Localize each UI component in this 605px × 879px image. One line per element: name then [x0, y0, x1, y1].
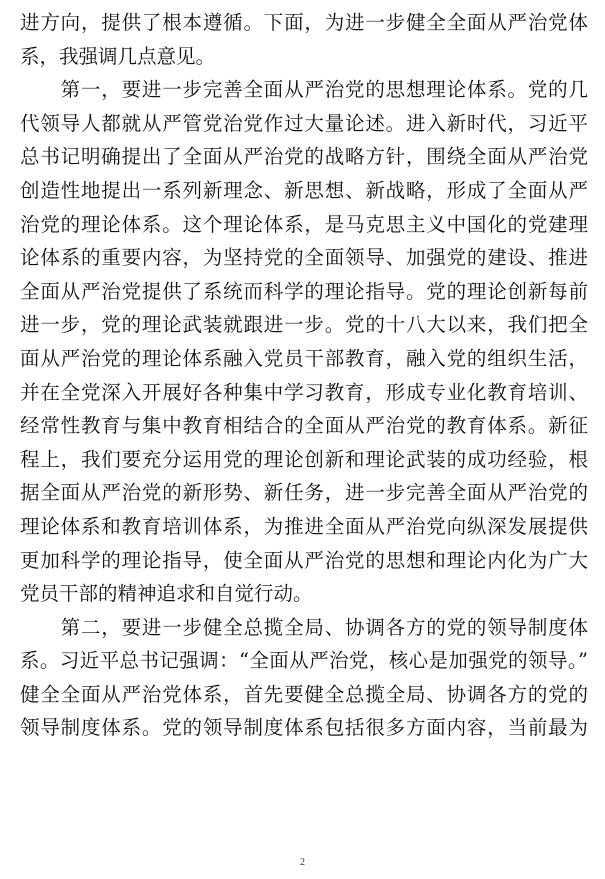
text-line: 论体系的重要内容，为坚持党的全面领导、加强党的建设、推进 — [20, 246, 588, 270]
text-line: 治党的理论体系。这个理论体系，是马克思主义中国化的党建理 — [20, 212, 588, 236]
text-line: 党员干部的精神追求和自觉行动。 — [20, 582, 313, 606]
text-line: 据全面从严治党的新形势、新任务，进一步完善全面从严治党的 — [20, 481, 588, 505]
text-line: 第二，要进一步健全总揽全局、协调各方的党的领导制度体 — [20, 615, 588, 639]
text-line: 面从严治党的理论体系融入党员干部教育，融入党的组织生活， — [20, 346, 588, 370]
text-line: 系，我强调几点意见。 — [20, 44, 216, 68]
text-line: 进方向，提供了根本遵循。下面，为进一步健全全面从严治党体 — [20, 11, 588, 34]
body-text — [20, 6, 588, 745]
text-line: 经常性教育与集中教育相结合的全面从严治党的教育体系。新征 — [20, 414, 588, 438]
text-line: 代领导人都就从严管党治党作过大量论述。进入新时代，习近平 — [20, 111, 588, 135]
text-line: 进一步，党的理论武装就跟进一步。党的十八大以来，我们把全 — [20, 313, 588, 337]
text-line: 领导制度体系。党的领导制度体系包括很多方面内容，当前最为 — [20, 716, 588, 740]
text-line: 系。习近平总书记强调：“全面从严治党，核心是加强党的领导。” — [20, 649, 588, 673]
text-line: 更加科学的理论指导，使全面从严治党的思想和理论内化为广大 — [20, 548, 588, 572]
text-line: 总书记明确提出了全面从严治党的战略方针，围绕全面从严治党 — [20, 145, 588, 169]
text-line: 并在全党深入开展好各种集中学习教育，形成专业化教育培训、 — [20, 380, 588, 404]
text-line: 理论体系和教育培训体系，为推进全面从严治党向纵深发展提供 — [20, 514, 588, 538]
text-line: 健全全面从严治党体系，首先要健全总揽全局、协调各方的党的 — [20, 682, 588, 706]
page-number: 2 — [300, 857, 305, 868]
text-line: 程上，我们要充分运用党的理论创新和理论武装的成功经验，根 — [20, 447, 588, 471]
text-line: 第一，要进一步完善全面从严治党的思想理论体系。党的几 — [20, 78, 588, 102]
text-line: 创造性地提出一系列新理念、新思想、新战略，形成了全面从严 — [20, 178, 588, 202]
text-line: 全面从严治党提供了系统而科学的理论指导。党的理论创新每前 — [20, 279, 588, 303]
